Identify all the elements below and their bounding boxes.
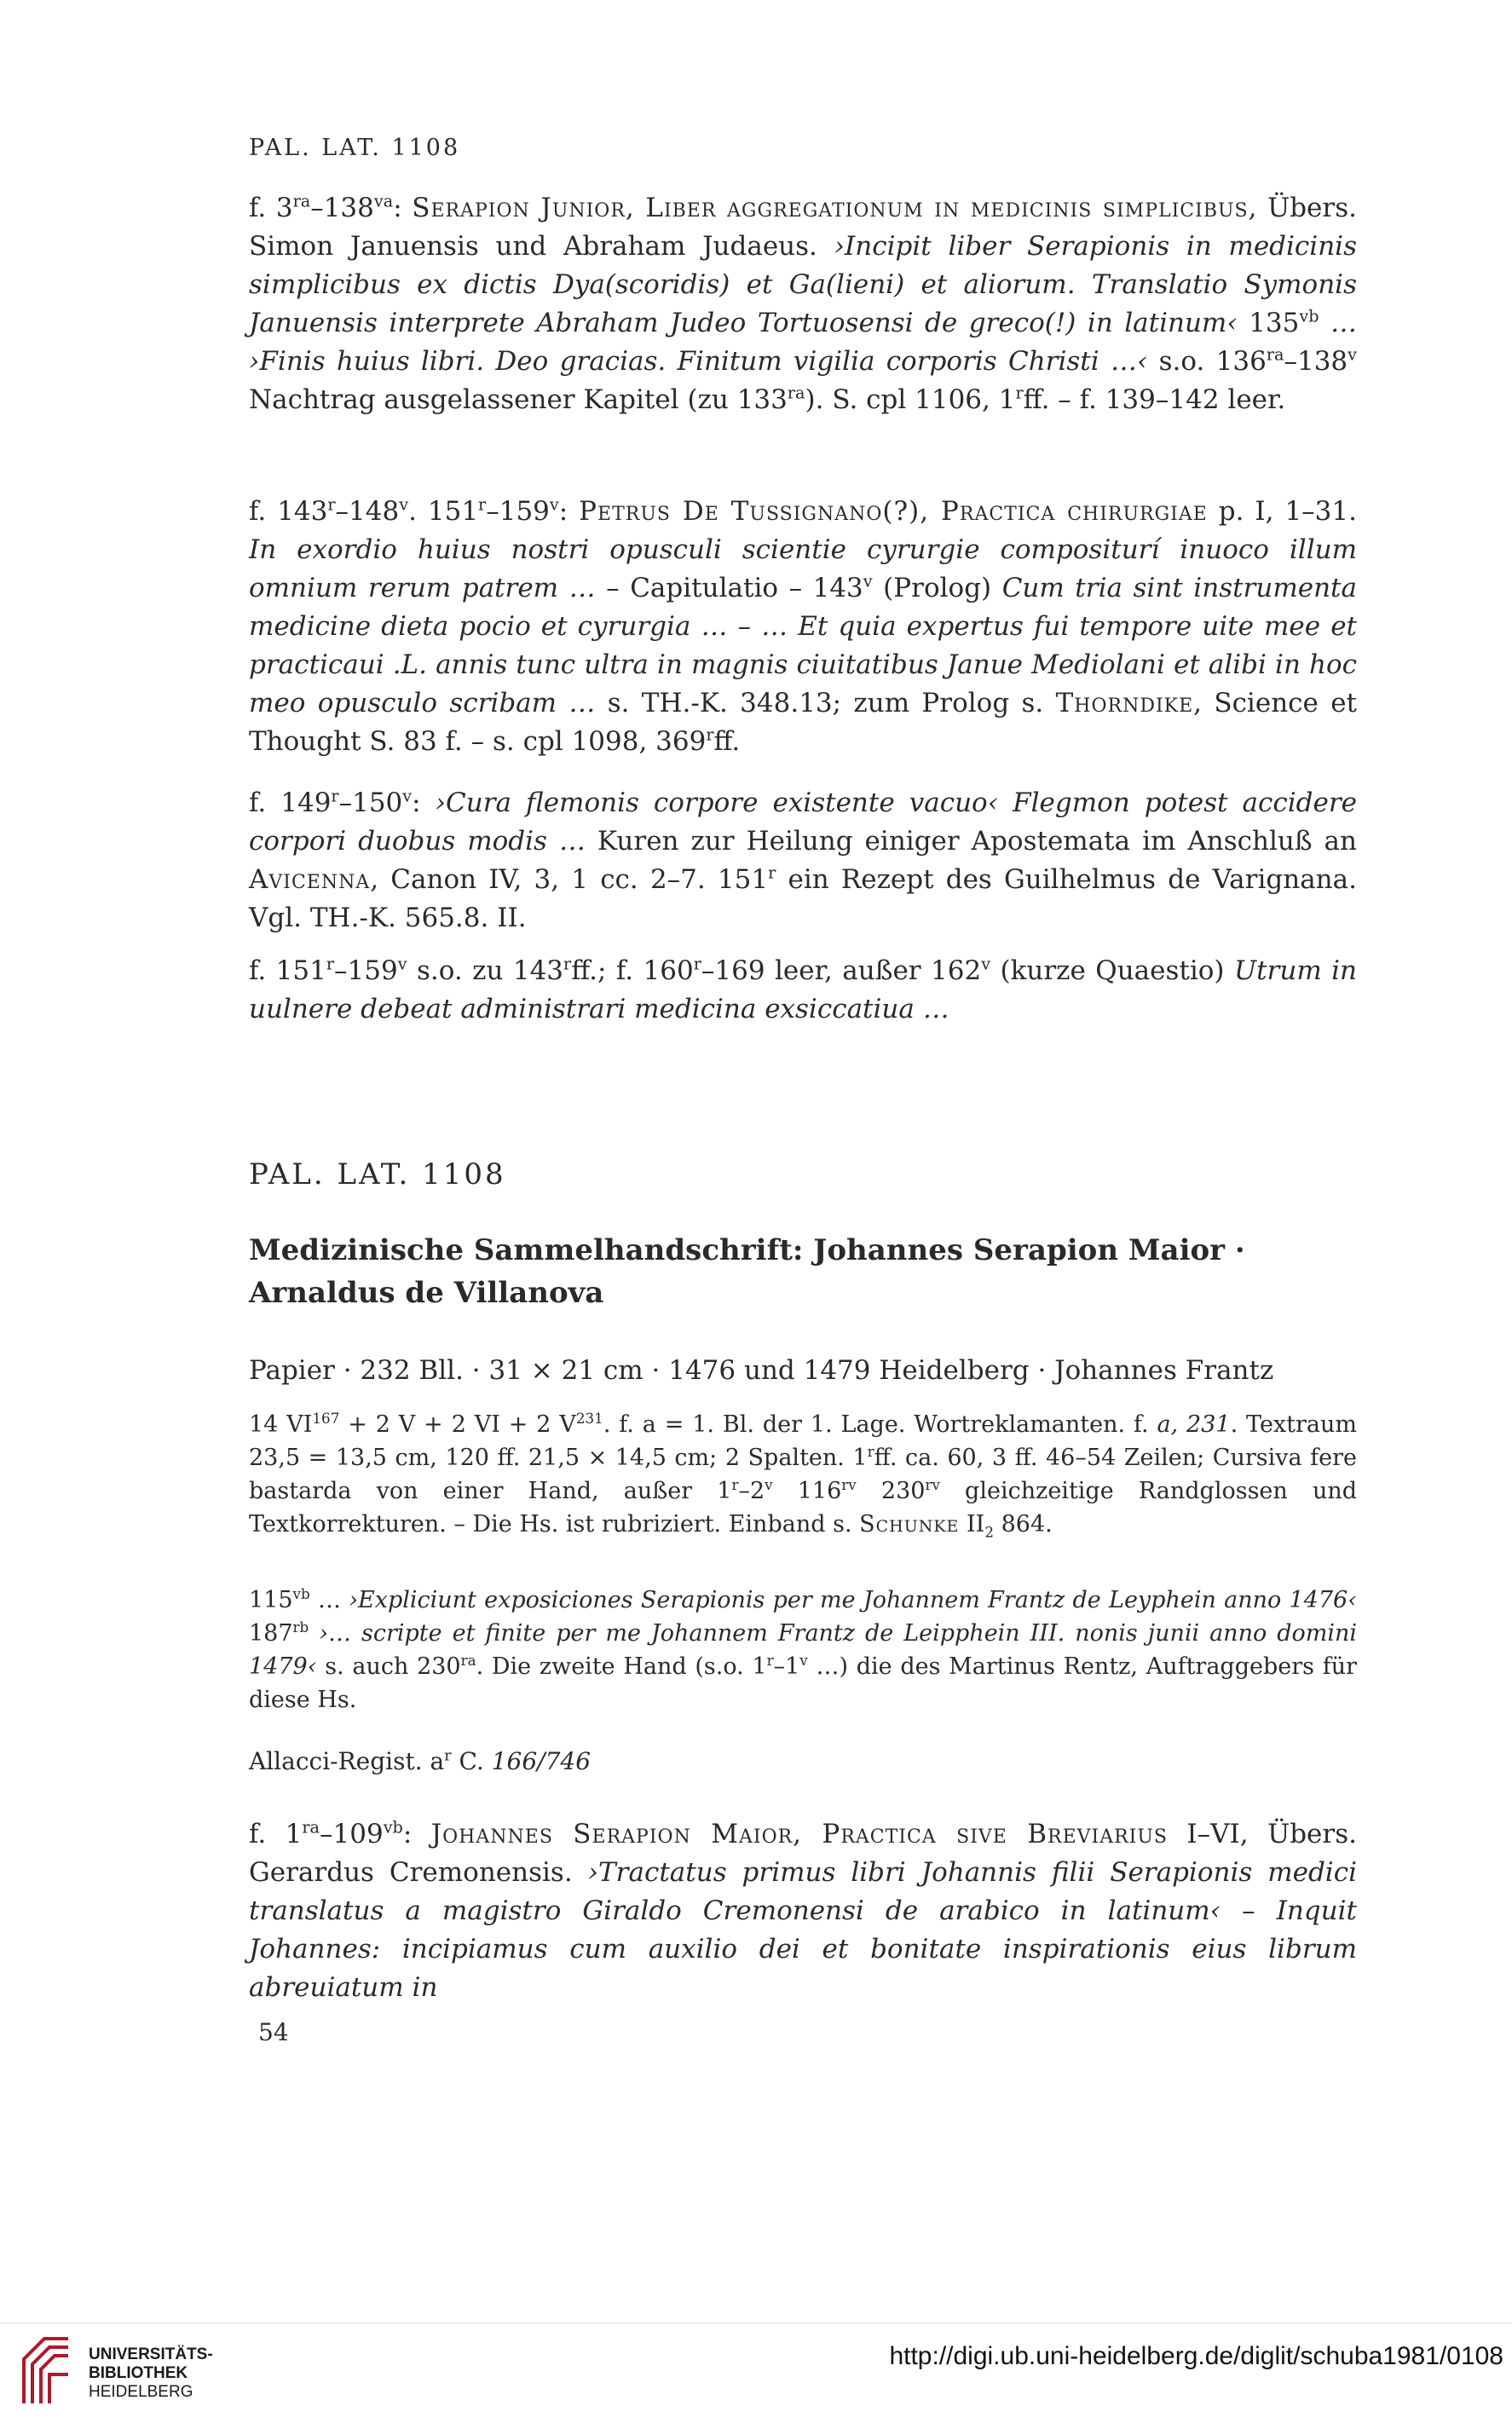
incipit: ›Cura flemonis corpore existente vacuo‹ Flegmon potest accidere corpori duobus modis … [249, 788, 1357, 857]
author-ref: Avicenna [249, 864, 371, 895]
folio-ref: f. 151 [249, 955, 326, 986]
quaestio-text: Utrum in uulnere debeat administrari medicina exsiccatiua … [249, 955, 1358, 1024]
entry-petrus-de-tussignano: f. 143$^r$–148$^v$. 151$^r$–159$^v$: Petrus De Tussignano(?), Practica chirurgiae p. I, 1–31. In exordio huius nostri opusculi scientie cyrurgie compositurí inuoco illum omnium rerum patrem … – Capitulatio – 143$^v$ (Prolog) Cum tria sint instrumenta medicine dieta pocio et cyrurgia … – … Et quia expertus fui tempore uite mee et practicaui .L. annis tunc ultra in magnis ciuitatibus Janue Mediolani et alibi in hoc meo opusculo scribam … s. TH.-K. 348.13; zum Prolog s. Thorndike, Science et Thought S. 83 f. – s. cpl 1098, 369$^r$ff. [249, 494, 1357, 757]
colophon: $115^{vb}$ … ›Expliciunt exposiciones Serapionis per me Johannem Frantz de Leyphein anno 1476‹ $187^{rb}$ ›… scripte et finite per me Johannem Frantz de Leipphein III. nonis junii anno domini 1479‹ s. auch $230^{ra}$. Die zweite Hand (s.o. 1$^r$–1$^v$ …) die des Martinus Rentz, Auftraggebers für diese Hs. [249, 1585, 1357, 1713]
incipit: ›Tractatus primus libri Johannis filii Serapionis medici translatus a magistro Giraldo Cremonensi de arabico in latinum‹ – Inquit Johannes: incipiamus cum auxilio dei et bonitate inspirationis eius librum abreuiatum in [249, 1857, 1357, 2003]
author-title: Johannes Serapion Maior, Practica sive Breviarius [430, 1819, 1168, 1849]
prolog-text: Cum tria sint instrumenta medicine dieta pocio et cyrurgia … – … Et quia expertus fui tempore uite mee et practicaui .L. annis tunc ultra in magnis ciuitatibus Janue Mediolani et alibi in hoc meo opusculo scribam … [249, 573, 1357, 718]
running-head: PAL. LAT. 1108 [249, 135, 461, 161]
author-title: Petrus De Tussignano(?), Practica chirurgiae [579, 496, 1208, 527]
allacci-register: Allacci-Regist. $a^r$ C. 166/746 [249, 1747, 592, 1775]
incipit: ›Incipit liber Serapionis in medicinis simplicibus ex dictis Dya(scoridis) et Ga(lieni) et aliorum. Translatio Symonis Januensis interprete Abraham Judeo Tortuosensi de greco(!) in latinum‹ [249, 231, 1357, 338]
folio-ref: f. 3 [249, 193, 293, 223]
section-heading: PAL. LAT. 1108 [249, 1157, 506, 1191]
folio-ref: f. 143 [249, 496, 328, 527]
entry-cura-flemonis: f. 149$^r$–150$^v$: ›Cura flemonis corpore existente vacuo‹ Flegmon potest accidere corpori duobus modis … Kuren zur Heilung einiger Apostemata im Anschluß an Avicenna, Canon IV, 3, 1 cc. 2–7. 151$^r$ ein Rezept des Guilhelmus de Varignana. Vgl. TH.-K. 565.8. II. [249, 786, 1357, 933]
explicit: … ›Finis huius libri. Deo gracias. Finitum vigilia corporis Christi …‹ [249, 308, 1357, 377]
entry-serapion-junior: f. $3^{ra}-138^{va}$: Serapion Junior, Liber aggregationum in medicinis simplicibus, Übers. Simon Januensis und Abraham Judaeus. ›Incipit liber Serapionis in medicinis simplicibus ex dictis Dya(scoridis) et Ga(lieni) et aliorum. Translatio Symonis Januensis interprete Abraham Judeo Tortuosensi de greco(!) in latinum‹ $135^{vb}$ … ›Finis huius libri. Deo gracias. Finitum vigilia corporis Christi …‹ s.o. $136^{ra}-138^v$ Nachtrag ausgelassener Kapitel (zu $133^{ra}$). S. cpl 1106, 1$^r$ff. – f. 139–142 leer. [249, 191, 1357, 415]
folio-ref: f. 149 [249, 788, 332, 818]
physical-description: Papier · 232 Bll. · 31 × 21 cm · 1476 und 1479 Heidelberg · Johannes Frantz [249, 1355, 1274, 1386]
author-title: Serapion Junior, Liber aggregationum in medicinis simplicibus, [412, 193, 1258, 223]
folio-ref: f. 1 [249, 1819, 303, 1849]
incipit: In exordio huius nostri opusculi scientie cyrurgie compositurí inuoco illum omnium rerum patrem … [249, 534, 1357, 603]
manuscript-title: Medizinische Sammelhandschrift: Johannes Serapion Maior · Arnaldus de Villanova [249, 1233, 1245, 1310]
ub-heidelberg-logo-icon [19, 2334, 72, 2407]
author-ref: Thorndike [1055, 688, 1194, 718]
footer-divider [0, 2322, 1512, 2323]
codicology: 14 $VI^{167} + 2$ V + 2 VI + 2 $V^{231}$. f. a = 1. Bl. der 1. Lage. Wortreklamanten. f. a, 231. Textraum 23,5 = 13,5 cm, 120 ff. 21,5 × 14,5 cm; 2 Spalten. 1$^r$ff. ca. 60, 3 ff. 46–54 Zeilen; Cursiva fere bastarda von einer Hand, außer 1$^r$–2$^v$ $116^{rv}$ $230^{rv}$ gleichzeitige Randglossen und Textkorrekturen. – Die Hs. ist rubriziert. Einband s. Schunke $II_2$ 864. [249, 1410, 1358, 1541]
source-url-link[interactable]: http://digi.ub.uni-heidelberg.de/diglit/schuba1981/0108 [889, 2342, 1503, 2370]
author-ref: Schunke [859, 1511, 960, 1538]
page-number: 54 [258, 2018, 289, 2046]
library-name: UNIVERSITÄTS- BIBLIOTHEK HEIDELBERG [89, 2345, 213, 2401]
entry-serapion-maior: f. $1^{ra}-109^{vb}$: Johannes Serapion Maior, Practica sive Breviarius I–VI, Übers. Gerardus Cremonensis. ›Tractatus primus libri Johannis filii Serapionis medici translatus a magistro Giraldo Cremonensi de arabico in latinum‹ – Inquit Johannes: incipiamus cum auxilio dei et bonitate inspirationis eius librum abreuiatum in [249, 1817, 1357, 2003]
entry-quaestio: f. 151$^r$–159$^v$ s.o. zu 143$^r$ff.; f. 160$^r$–169 leer, außer 162$^v$ (kurze Quaestio) Utrum in uulnere debeat administrari medicina exsiccatiua … [249, 954, 1358, 1024]
